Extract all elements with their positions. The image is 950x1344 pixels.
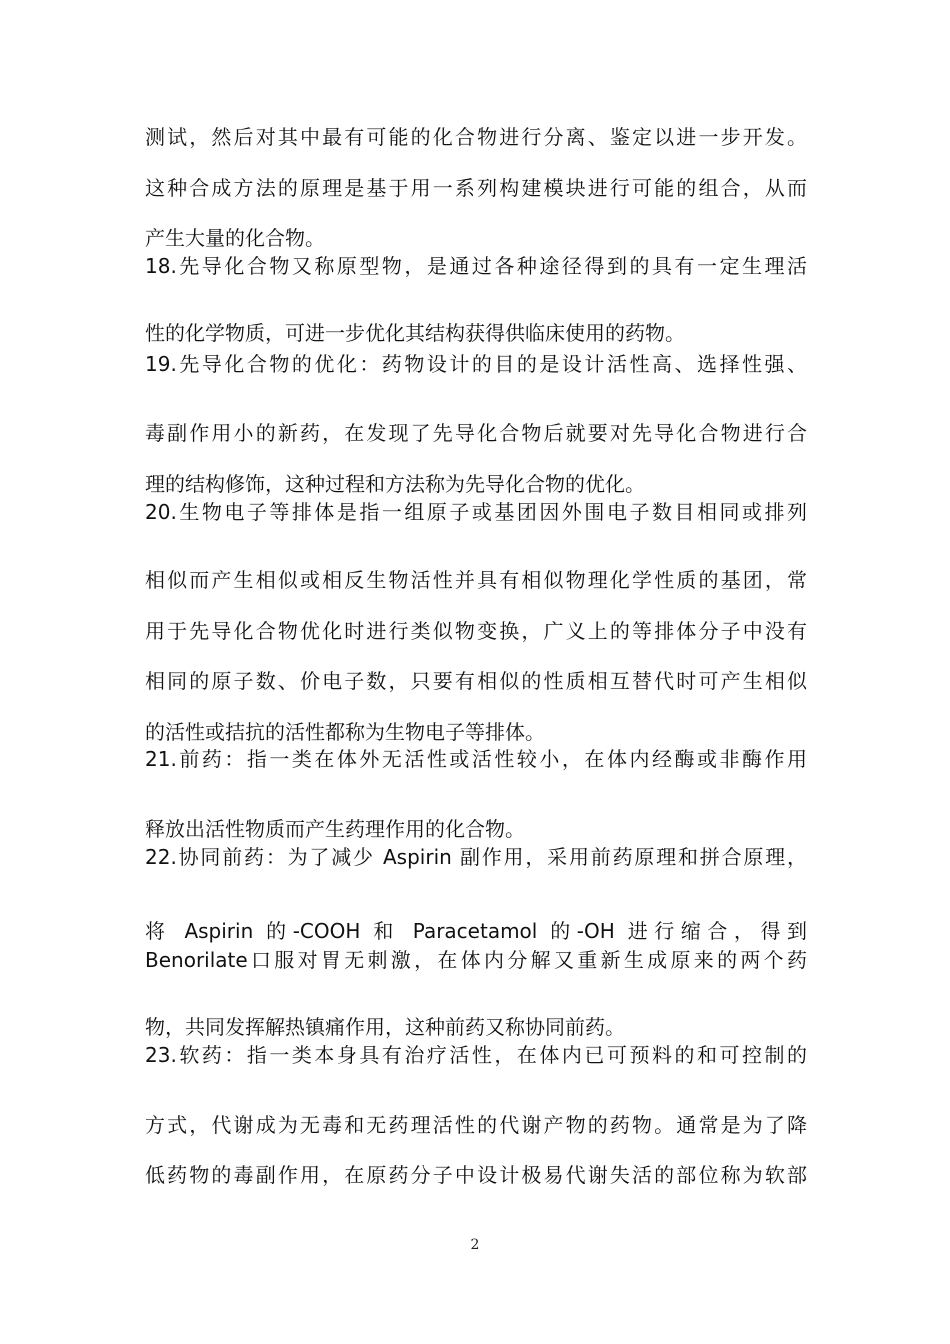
text-line: 相似而产生相似或相反生物活性并具有相似物理化学性质的基团，常 (145, 568, 807, 592)
text-line: 将 Aspirin 的-COOH 和 Paracetamol 的-OH 进行缩合，得到 (145, 919, 807, 943)
list-item-23: 23.软药：指一类本身具有治疗活性，在体内已可预料的和可控制的 (145, 1043, 807, 1067)
list-item-21: 21.前药：指一类在体外无活性或活性较小，在体内经酶或非酶作用 (145, 747, 807, 771)
text-line: 测试，然后对其中最有可能的化合物进行分离、鉴定以进一步开发。 (145, 125, 807, 149)
list-item-22: 22.协同前药：为了减少 Aspirin 副作用，采用前药原理和拼合原理， (145, 845, 807, 869)
list-item-19: 19.先导化合物的优化：药物设计的目的是设计活性高、选择性强、 (145, 352, 807, 376)
text-line: 低药物的毒副作用，在原药分子中设计极易代谢失活的部位称为软部 (145, 1163, 807, 1187)
text-line: 方式，代谢成为无毒和无药理活性的代谢产物的药物。通常是为了降 (145, 1113, 807, 1137)
text-line: 这种合成方法的原理是基于用一系列构建模块进行可能的组合，从而 (145, 176, 807, 200)
text-line: 毒副作用小的新药，在发现了先导化合物后就要对先导化合物进行合 (145, 421, 807, 445)
text-line: 用于先导化合物优化时进行类似物变换，广义上的等排体分子中没有 (145, 619, 807, 643)
text-line: Benorilate口服对胃无刺激，在体内分解又重新生成原来的两个药 (145, 948, 807, 972)
text-line: 相同的原子数、价电子数，只要有相似的性质相互替代时可产生相似 (145, 669, 807, 693)
text-line: 释放出活性物质而产生药理作用的化合物。 (145, 817, 525, 841)
text-line: 理的结构修饰，这种过程和方法称为先导化合物的优化。 (145, 472, 645, 496)
page-number: 2 (470, 1237, 480, 1253)
text-line: 性的化学物质，可进一步优化其结构获得供临床使用的药物。 (145, 321, 685, 345)
text-line: 物，共同发挥解热镇痛作用，这种前药又称协同前药。 (145, 1015, 625, 1039)
text-line: 产生大量的化合物。 (145, 226, 325, 250)
list-item-20: 20.生物电子等排体是指一组原子或基团因外围电子数目相同或排列 (145, 500, 807, 524)
text-line: 的活性或拮抗的活性都称为生物电子等排体。 (145, 720, 545, 744)
list-item-18: 18.先导化合物又称原型物，是通过各种途径得到的具有一定生理活 (145, 254, 807, 278)
